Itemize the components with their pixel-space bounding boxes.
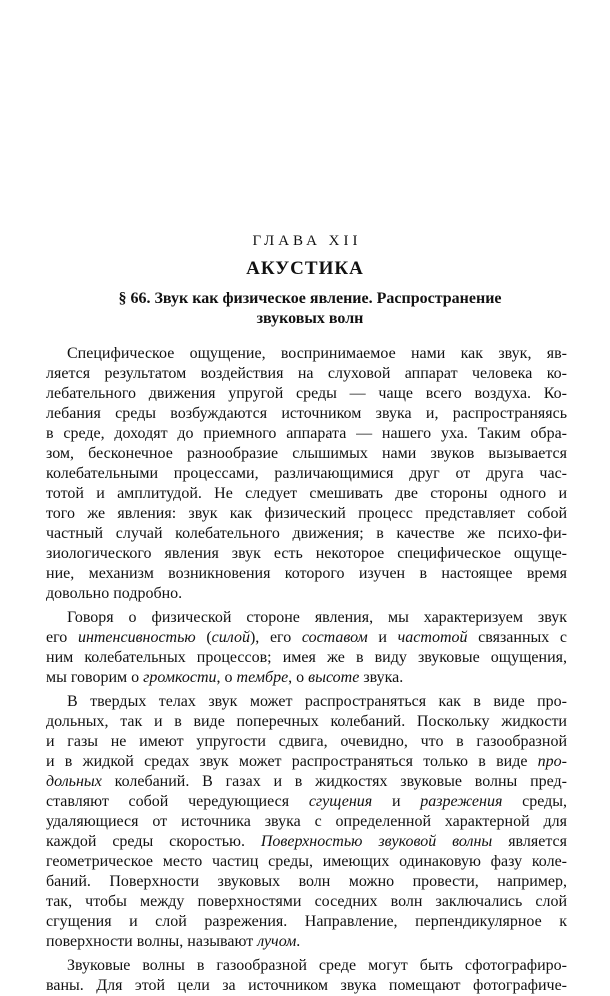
- text-segment: тотой и амплитудой. Не следует смешивать две стороны одного и: [46, 485, 567, 502]
- text-segment: (: [195, 629, 212, 646]
- text-line: [46, 712, 567, 732]
- text-segment: сгущения и слой разрежения. Направление, перпендикулярное к: [46, 913, 567, 930]
- text-line: [67, 344, 567, 364]
- text-segment: Специфическое ощущение, воспринимаемое нами как звук, яв-: [67, 345, 567, 362]
- text-segment: .: [296, 933, 301, 950]
- text-line: [46, 648, 567, 668]
- text-line: [46, 752, 567, 772]
- text-segment: звука.: [359, 669, 404, 686]
- text-line: [46, 832, 567, 852]
- italic-term: про-: [537, 753, 567, 770]
- text-segment: довольно подробно.: [46, 585, 183, 602]
- text-segment: лебания среды возбуждаются источником звука и, распространяясь: [46, 405, 567, 422]
- text-segment: и: [372, 793, 421, 810]
- text-segment: является: [492, 833, 567, 850]
- text-line: [67, 956, 567, 976]
- text-line: [46, 564, 567, 584]
- text-segment: его: [46, 629, 78, 646]
- text-line: [46, 584, 567, 604]
- text-segment: геометрическое место частиц среды, имеющих одинаковую фазу коле-: [46, 853, 567, 870]
- text-segment: колебательными процессами, различающимися друг от друга час-: [46, 465, 567, 482]
- text-line: [46, 524, 567, 544]
- body-text: [46, 344, 568, 996]
- italic-term: громкости: [143, 669, 217, 686]
- paragraph: [46, 608, 568, 688]
- text-segment: частный случай колебательного движения; в качестве же психо-фи-: [46, 525, 567, 542]
- text-line: [46, 852, 567, 872]
- text-segment: и: [367, 629, 398, 646]
- text-line: [46, 504, 567, 524]
- text-segment: поверхности волны, называют: [46, 933, 258, 950]
- text-segment: ние, механизм возникновения которого изучен в настоящее время: [46, 565, 567, 582]
- text-line: [46, 812, 567, 832]
- text-line: [46, 772, 567, 792]
- italic-term: силой: [211, 629, 250, 646]
- paragraph: [46, 692, 567, 952]
- text-segment: дольных, так и в виде поперечных колебаний. Поскольку жидкости: [46, 713, 567, 730]
- italic-term: составом: [301, 629, 368, 646]
- italic-term: лучом: [257, 933, 297, 950]
- text-line: [67, 692, 567, 712]
- text-segment: того же явления: звук как физический процесс представляет собой: [46, 505, 567, 522]
- text-segment: ляется результатом воздействия на слуховой аппарат человека ко-: [46, 365, 567, 382]
- section-heading: [80, 289, 540, 329]
- text-line: [67, 608, 567, 628]
- text-segment: ним колебательных процессов; имея же в виду звуковые ощущения,: [46, 649, 567, 666]
- paragraph: [46, 956, 567, 996]
- text-line: [46, 364, 567, 384]
- text-segment: и газы не имеют упругости сдвига, очевидно, что в газообразной: [46, 733, 567, 750]
- text-segment: , о: [216, 669, 237, 686]
- text-line: [46, 628, 567, 648]
- text-segment: зиологического явления звук есть некоторое специфическое ощуще-: [46, 545, 567, 562]
- text-segment: Звуковые волны в газообразной среде могут быть сфотографиро-: [67, 957, 567, 974]
- text-line: [46, 404, 567, 424]
- text-segment: Говоря о физической стороне явления, мы характеризуем звук: [67, 609, 567, 626]
- text-segment: ваны. Для этой цели за источником звука помещают фотографиче-: [46, 977, 567, 994]
- text-line: [46, 424, 567, 444]
- text-segment: в среде, доходят до приемного аппарата — нашего уха. Таким обра-: [46, 425, 567, 442]
- text-segment: В твердых телах звук может распространяться как в виде про-: [67, 693, 567, 710]
- text-segment: так, чтобы между поверхностями соседних волн заключались слой: [46, 893, 567, 910]
- italic-term: интенсивностью: [77, 629, 196, 646]
- text-segment: связанных с: [467, 629, 568, 646]
- text-line: [46, 384, 567, 404]
- text-line: [46, 464, 567, 484]
- text-line: [46, 872, 567, 892]
- text-line: [46, 932, 567, 952]
- text-line: [46, 484, 567, 504]
- text-segment: каждой среды скоростью.: [46, 833, 261, 850]
- text-line: [46, 912, 567, 932]
- text-segment: среды,: [502, 793, 567, 810]
- text-line: [46, 892, 567, 912]
- italic-term: разрежения: [420, 793, 503, 810]
- text-line: [46, 544, 567, 564]
- text-segment: ставляют собой чередующиеся: [46, 793, 309, 810]
- text-segment: ), его: [249, 629, 302, 646]
- section-heading-line-1: § 66. Звук как физическое явление. Распространение: [118, 290, 502, 307]
- text-segment: колебаний. В газах и в жидкостях звуковые волны пред-: [101, 773, 567, 790]
- text-line: [46, 444, 567, 464]
- text-line: [46, 792, 567, 812]
- chapter-label: ГЛАВА XII: [252, 233, 362, 249]
- text-segment: зом, бесконечное разнообразие слышимых нами звуков вызывается: [46, 445, 567, 462]
- chapter-title: АКУСТИКА: [246, 258, 364, 279]
- text-segment: удаляющиеся от источника звука с определенной характерной для: [46, 813, 567, 830]
- italic-term: дольных: [46, 773, 102, 790]
- paragraph: [46, 344, 567, 604]
- italic-term: Поверхностью звуковой волны: [260, 833, 493, 850]
- text-line: [46, 668, 567, 688]
- text-segment: мы говорим о: [46, 669, 144, 686]
- text-line: [46, 976, 567, 996]
- text-segment: , о: [288, 669, 309, 686]
- italic-term: тембре: [236, 669, 289, 686]
- section-heading-line-2: звуковых волн: [256, 310, 364, 327]
- text-segment: и в жидкой средах звук может распространяться только в виде: [46, 753, 538, 770]
- text-segment: баний. Поверхности звуковых волн можно провести, например,: [46, 873, 567, 890]
- italic-term: высоте: [308, 669, 360, 686]
- italic-term: сгущения: [308, 793, 373, 810]
- text-segment: лебательного движения упругой среды — чаще всего воздуха. Ко-: [46, 385, 567, 402]
- text-line: [46, 732, 567, 752]
- italic-term: частотой: [397, 629, 468, 646]
